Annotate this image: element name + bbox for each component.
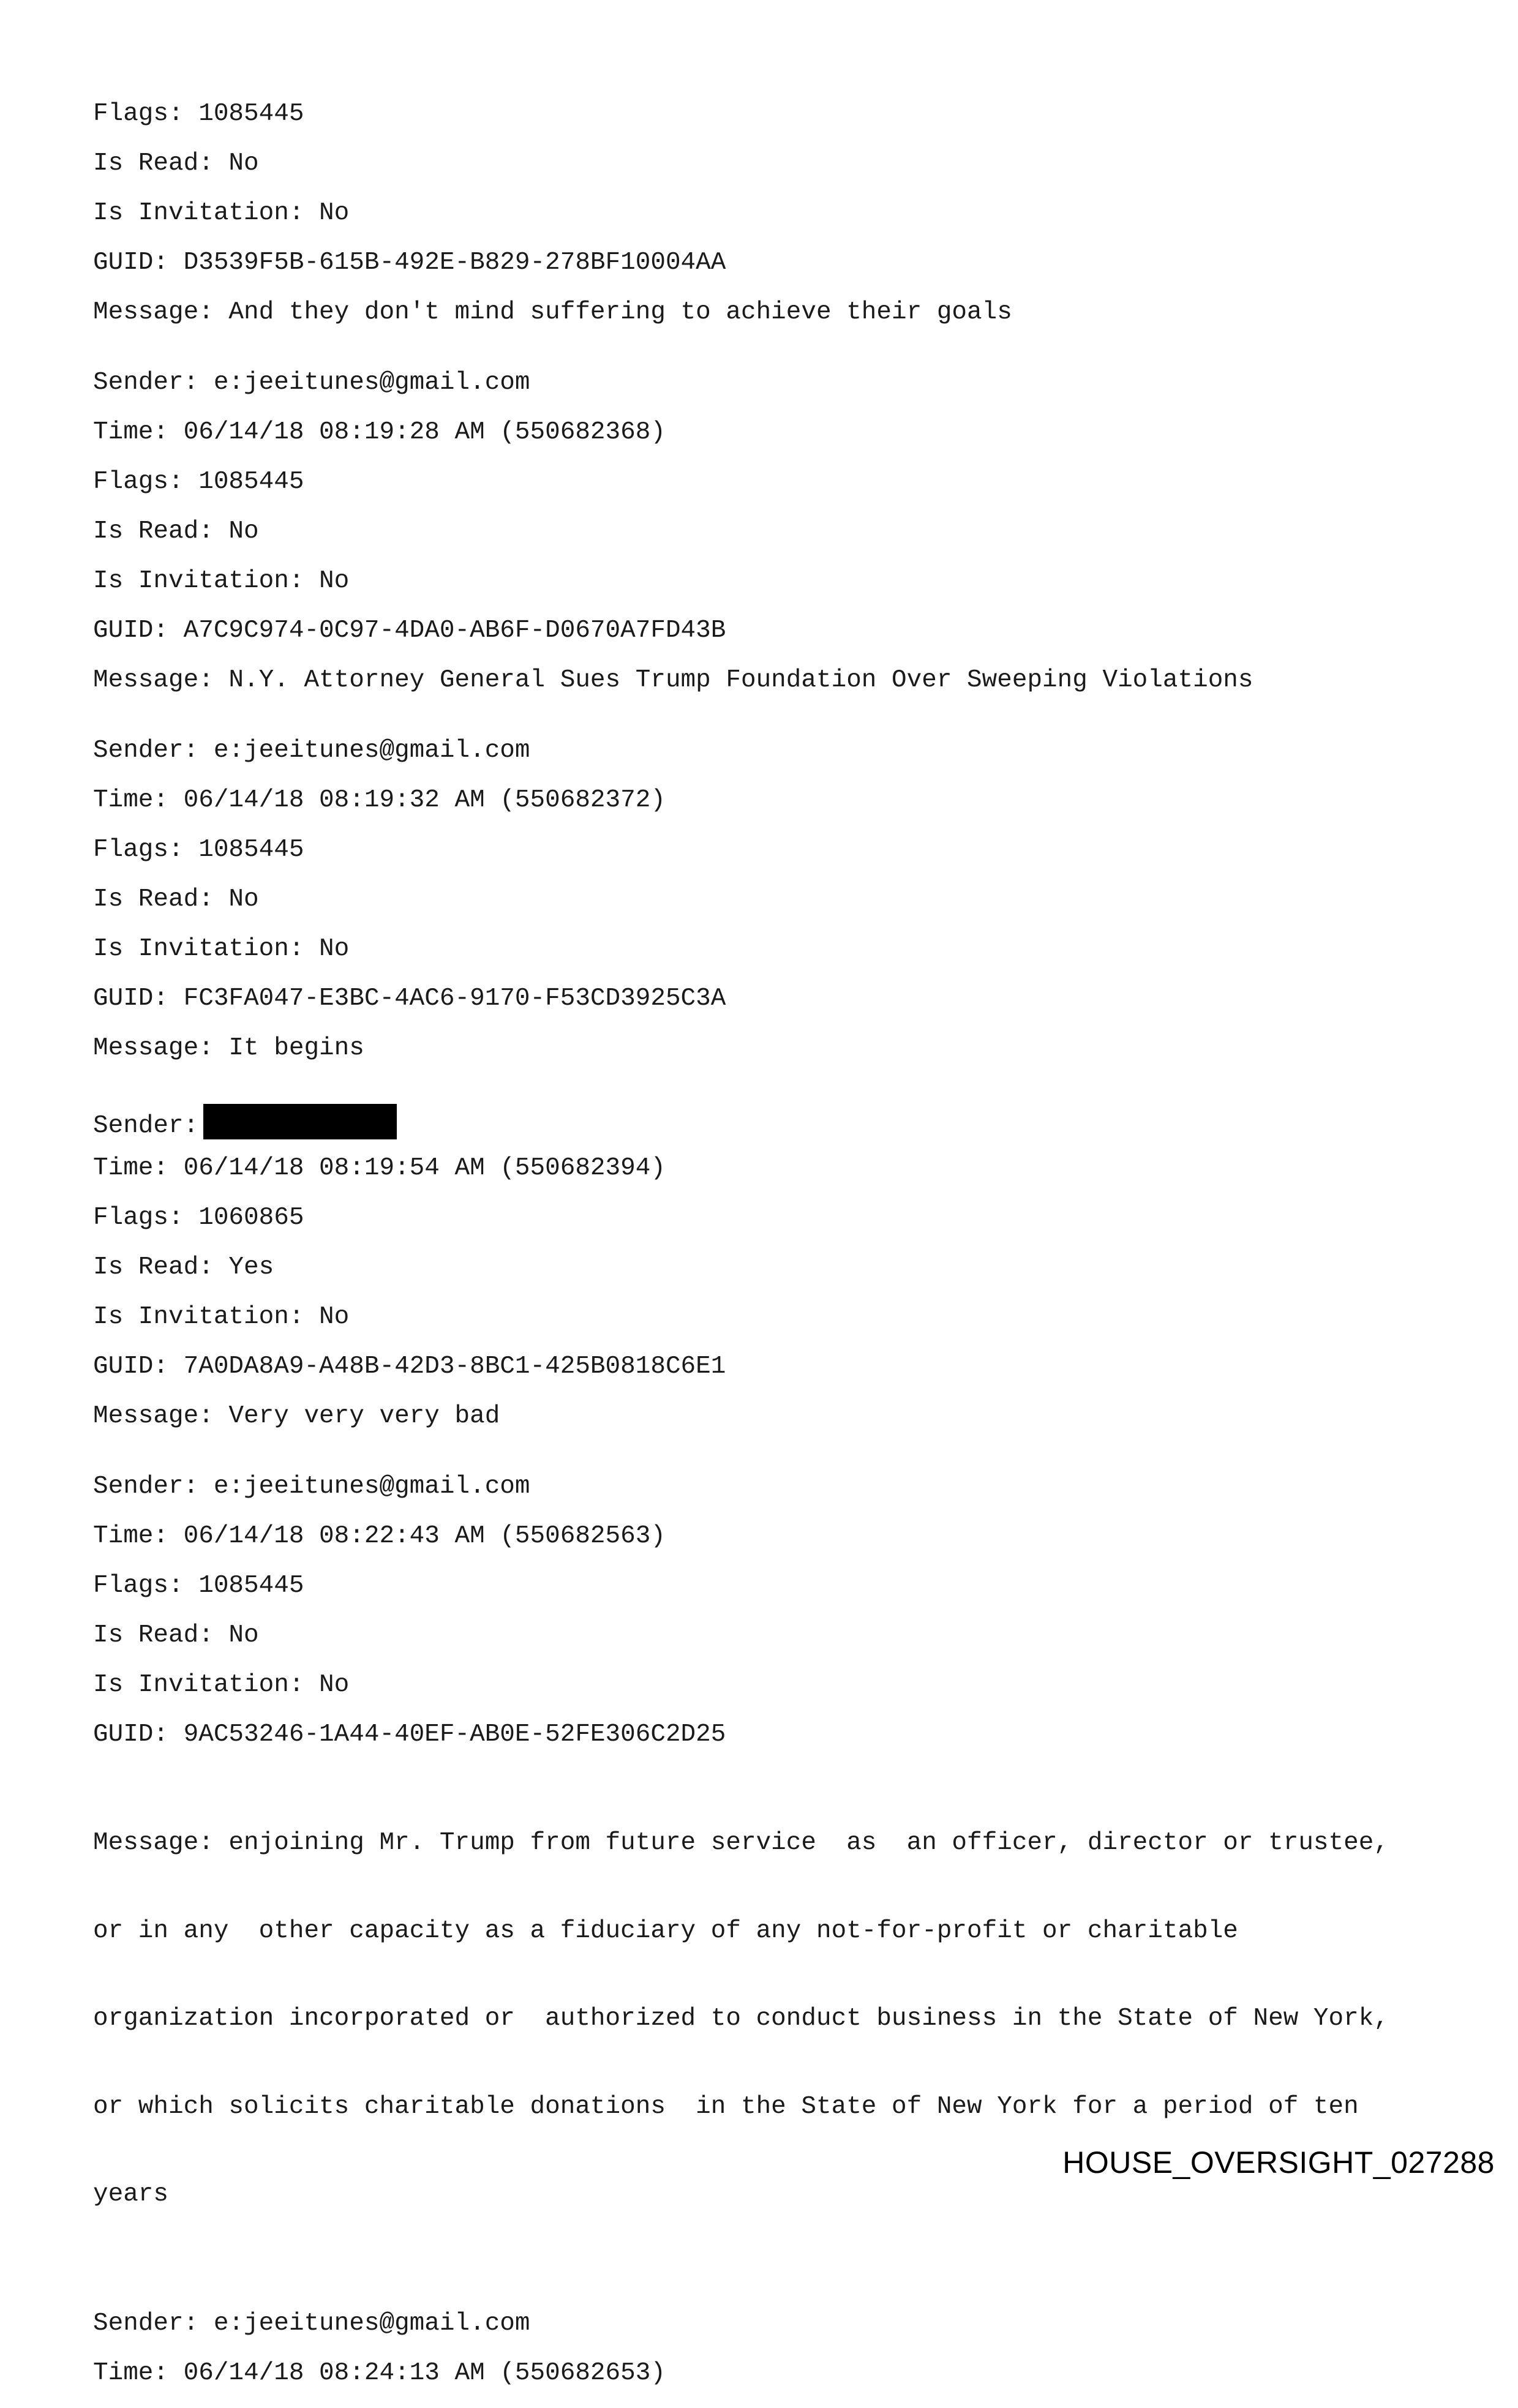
flags-line: Flags: 1085445 — [93, 100, 304, 128]
record-separator — [93, 2288, 1465, 2309]
message-line: Message: N.Y. Attorney General Sues Trump Foundation Over Sweeping Violations — [93, 666, 1253, 694]
is-read-line: Is Read: No — [93, 1621, 259, 1649]
is-invitation-line: Is Invitation: No — [93, 199, 350, 227]
guid-line: GUID: 9AC53246-1A44-40EF-AB0E-52FE306C2D25 — [93, 1720, 726, 1749]
message-line: Message: And they don't mind suffering to achieve their goals — [93, 298, 1012, 326]
sender-line-redacted — [93, 1104, 1465, 1140]
sender-line: Sender: e:jeeitunes@gmail.com — [93, 369, 530, 397]
message-text-line: Message: enjoining Mr. Trump from future service as an officer, director or trustee, — [93, 1829, 1389, 1857]
is-read-line: Is Read: No — [93, 885, 259, 913]
guid-line: GUID: D3539F5B-615B-492E-B829-278BF10004AA — [93, 249, 726, 277]
sender-line: Sender: e:jeeitunes@gmail.com — [93, 1472, 530, 1501]
redaction-box — [203, 1104, 397, 1139]
record-separator — [93, 1451, 1465, 1472]
is-read-line: Is Read: Yes — [93, 1253, 274, 1281]
message-text-line: or in any other capacity as a fiduciary of any not-for-profit or charitable — [93, 1916, 1238, 1945]
is-read-line: Is Read: No — [93, 517, 259, 546]
bates-number: HOUSE_OVERSIGHT_027288 — [1062, 2145, 1495, 2180]
message-line: Message: Very very very bad — [93, 1402, 500, 1430]
message-text-line: organization incorporated or authorized to conduct business in the State of New York, — [93, 2005, 1389, 2033]
time-line: Time: 06/14/18 08:24:13 AM (550682653) — [93, 2358, 666, 2387]
time-line: Time: 06/14/18 08:22:43 AM (550682563) — [93, 1522, 666, 1550]
record-separator — [93, 715, 1465, 736]
message-text-line: or which solicits charitable donations in the State of New York for a period of ten — [93, 2092, 1359, 2121]
flags-line: Flags: 1060865 — [93, 1204, 304, 1232]
time-line: Time: 06/14/18 08:19:54 AM (550682394) — [93, 1154, 666, 1182]
time-line: Time: 06/14/18 08:19:32 AM (550682372) — [93, 786, 666, 814]
message-line: Message: It begins — [93, 1034, 364, 1062]
is-invitation-line: Is Invitation: No — [93, 935, 350, 963]
is-invitation-line: Is Invitation: No — [93, 567, 350, 595]
flags-line: Flags: 1085445 — [93, 468, 304, 496]
message-block — [93, 1769, 1465, 2268]
flags-line: Flags: 1085445 — [93, 1572, 304, 1600]
message-text-line: years — [93, 2180, 169, 2208]
message-log — [93, 99, 1465, 2408]
guid-line: GUID: FC3FA047-E3BC-4AC6-9170-F53CD3925C3A — [93, 985, 726, 1013]
is-invitation-line: Is Invitation: No — [93, 1303, 350, 1331]
record-separator — [93, 1083, 1465, 1104]
guid-line: GUID: 7A0DA8A9-A48B-42D3-8BC1-425B0818C6E1 — [93, 1352, 726, 1381]
sender-line: Sender: e:jeeitunes@gmail.com — [93, 2309, 530, 2338]
time-line: Time: 06/14/18 08:19:28 AM (550682368) — [93, 418, 666, 446]
sender-label: Sender: — [93, 1112, 199, 1140]
is-invitation-line: Is Invitation: No — [93, 1671, 350, 1699]
record-separator — [93, 347, 1465, 368]
is-read-line: Is Read: No — [93, 149, 259, 178]
flags-line: Flags: 1085445 — [93, 836, 304, 864]
guid-line: GUID: A7C9C974-0C97-4DA0-AB6F-D0670A7FD43B — [93, 617, 726, 645]
sender-line: Sender: e:jeeitunes@gmail.com — [93, 737, 530, 765]
